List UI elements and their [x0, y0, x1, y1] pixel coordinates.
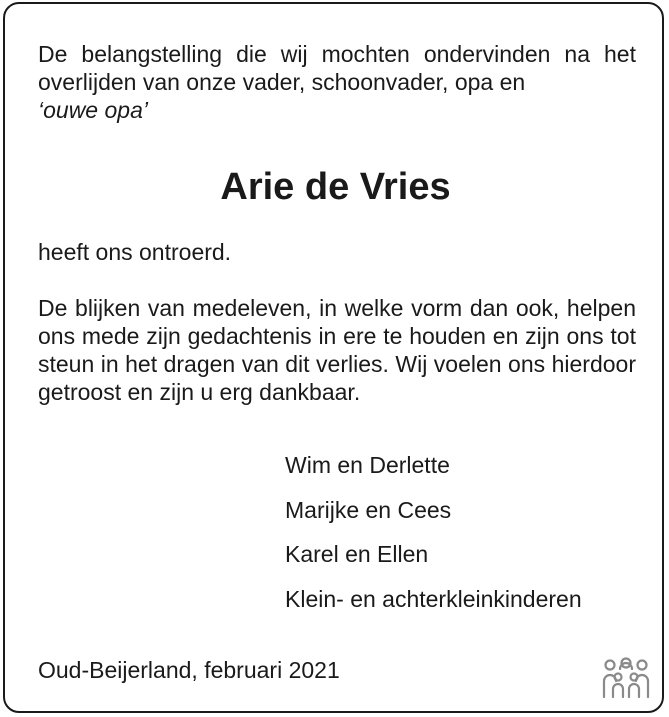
signer-item: Wim en Derlette	[285, 452, 450, 478]
moved-line: heeft ons ontroerd.	[38, 239, 232, 265]
place-date: Oud-Beijerland, februari 2021	[38, 657, 340, 683]
intro-text: De belangstelling die wij mochten ondervinden na het overlijden van onze vader, schoonvader, opa en	[38, 41, 636, 95]
deceased-name: Arie de Vries	[220, 166, 451, 208]
signer-item: Karel en Ellen	[285, 541, 429, 567]
signers-list	[285, 450, 582, 628]
signer-item: Marijke en Cees	[285, 496, 452, 523]
body-paragraph: De blijken van medeleven, in welke vorm dan ook, helpen ons mede zijn gedachtenis in ere te houden en zijn ons tot steun in het dragen van dit verlies. Wij voelen ons hierdoor getroost en zijn u erg dankbaar.	[38, 295, 636, 405]
intro-nickname: ‘ouwe opa’	[38, 97, 148, 123]
signer-item: Klein- en achterkleinkinderen	[285, 585, 582, 612]
family-group-icon	[602, 657, 650, 701]
intro-paragraph	[38, 40, 636, 124]
thank-you-card	[3, 2, 664, 713]
